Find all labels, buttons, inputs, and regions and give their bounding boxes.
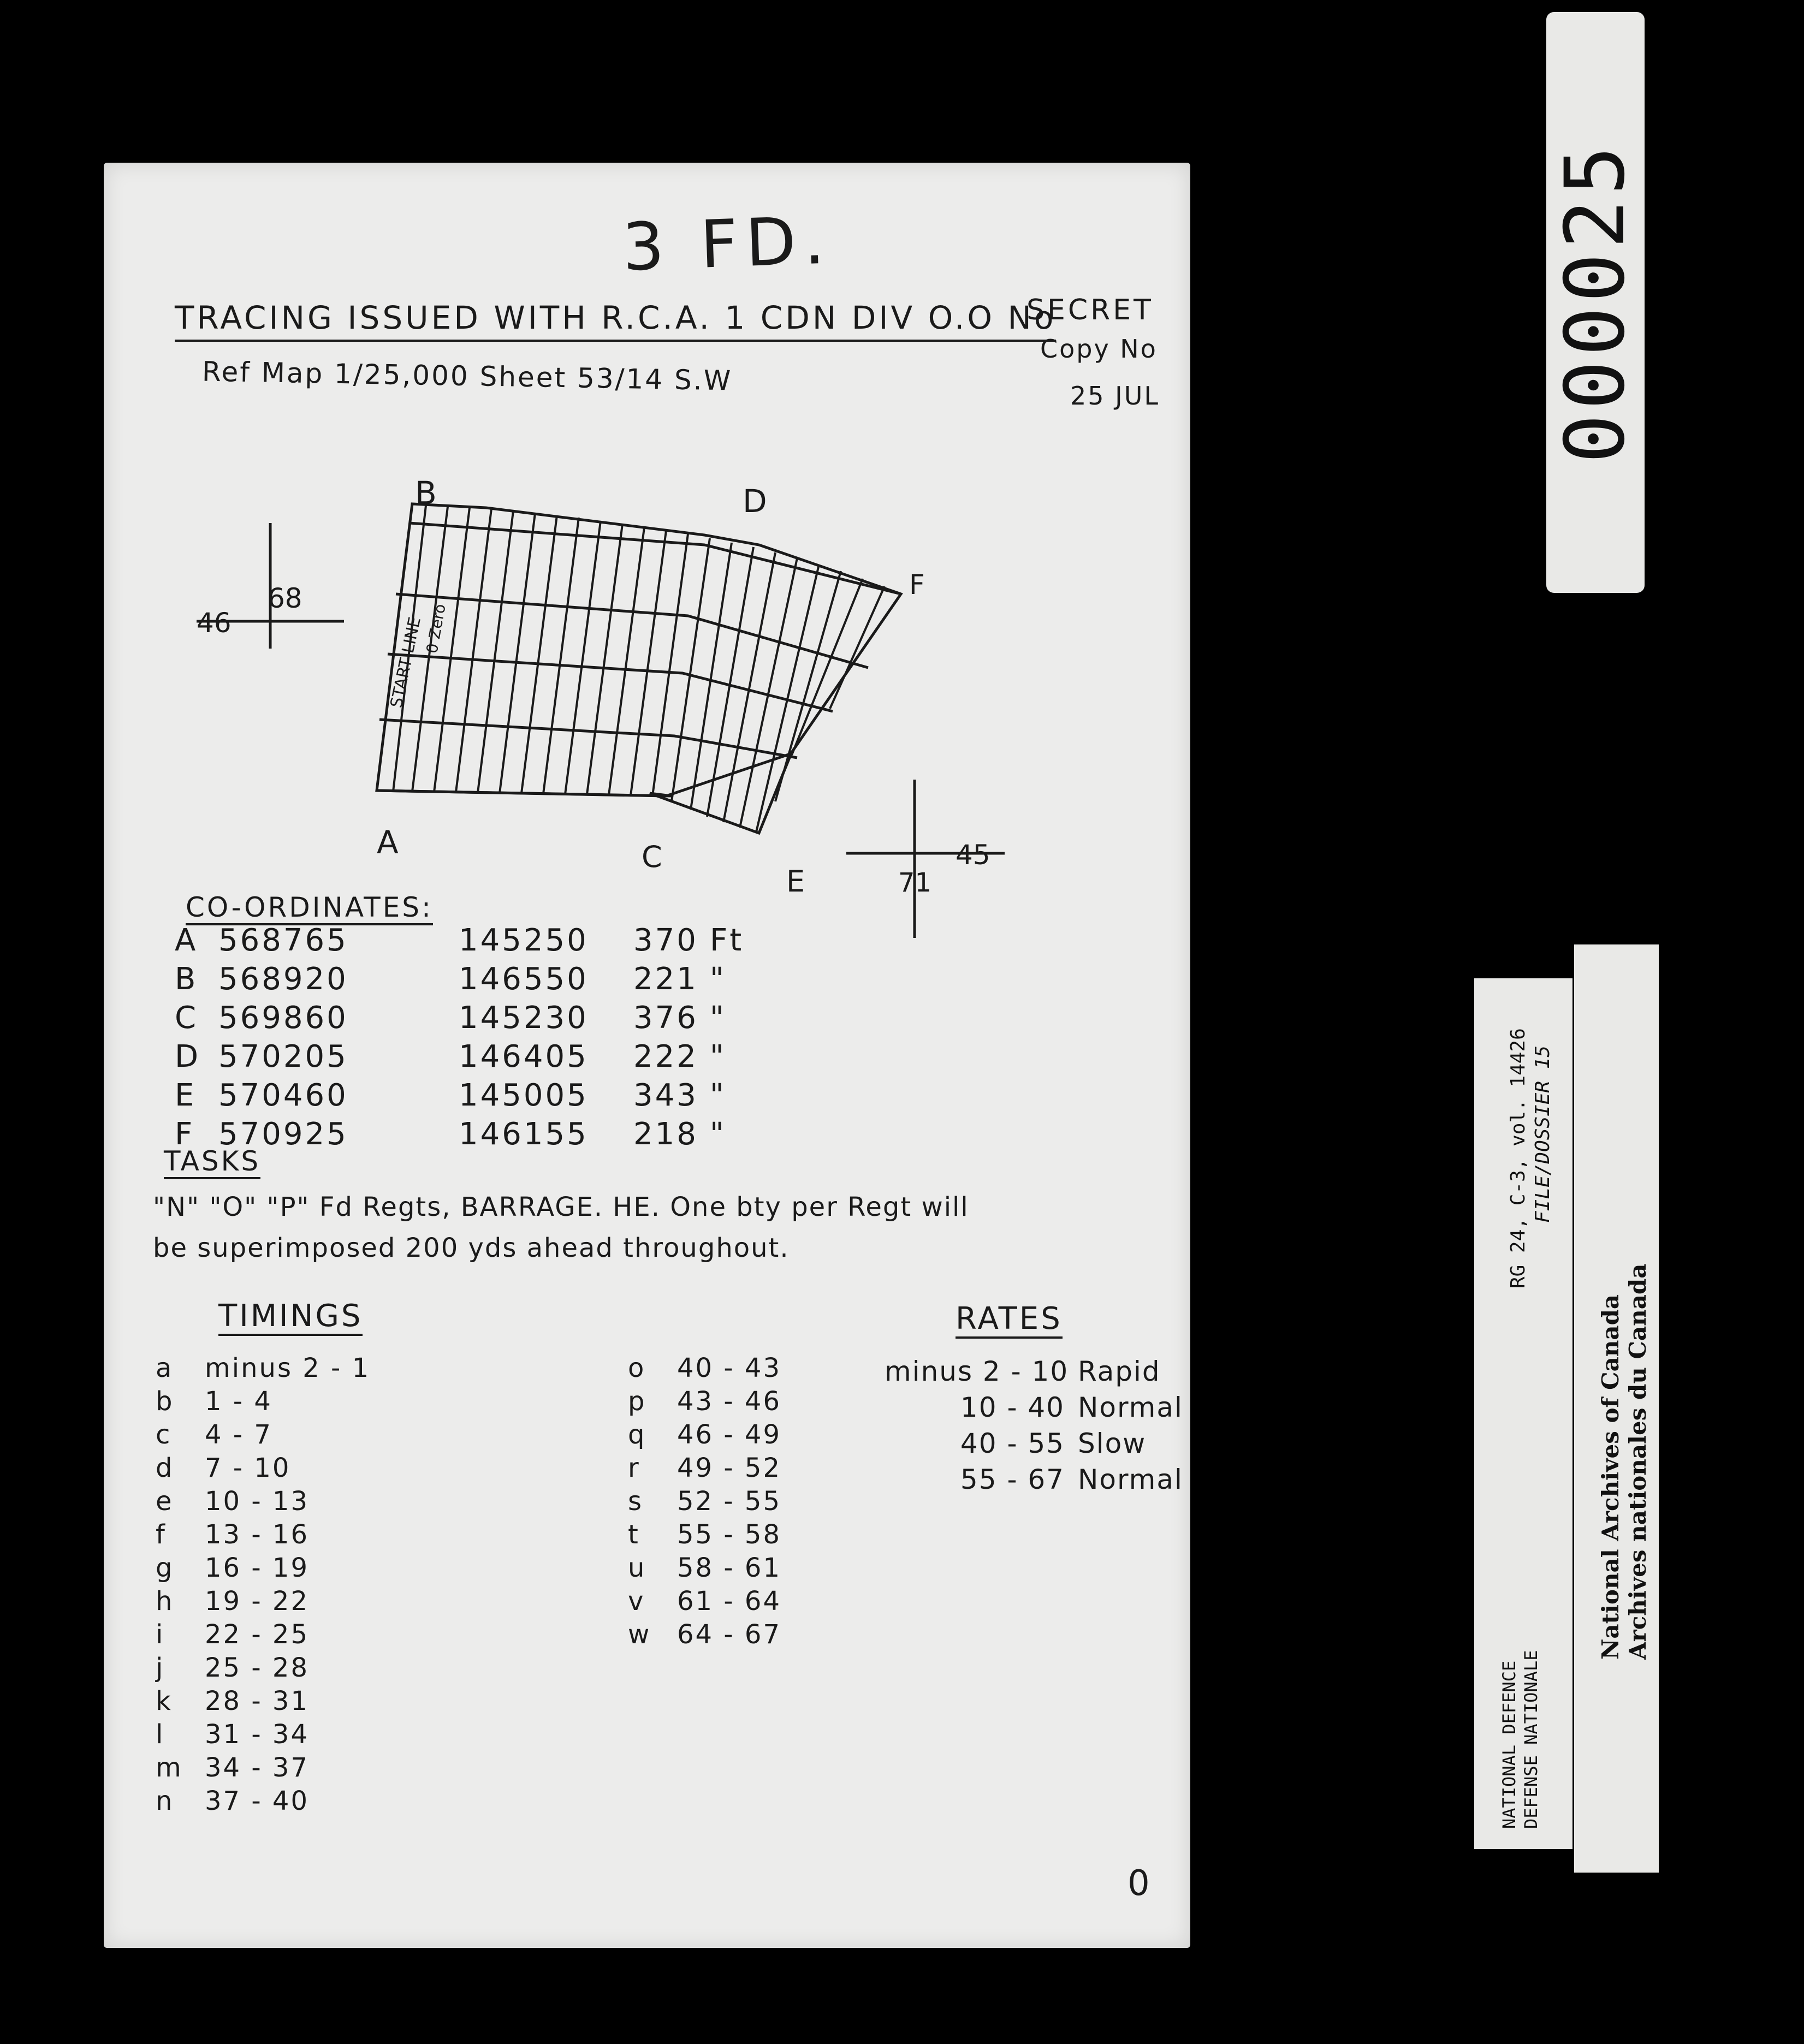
coord-easting: 568920 — [218, 961, 348, 997]
coord-height: 376 — [633, 1000, 698, 1036]
rate-range: minus 2 - 10 — [885, 1356, 1069, 1387]
list-item — [156, 1686, 370, 1719]
table-row — [175, 923, 753, 961]
timing-lane: h — [156, 1586, 174, 1617]
coord-northing: 145250 — [459, 923, 589, 958]
coordinates-table — [175, 923, 753, 1155]
rate-range: 40 - 55 — [960, 1428, 1065, 1459]
timing-lane: c — [156, 1419, 172, 1450]
list-item — [156, 1619, 370, 1653]
coord-easting: 568765 — [218, 923, 348, 958]
coord-northing: 145230 — [459, 1000, 589, 1036]
department-en: NATIONAL DEFENCE — [1499, 1660, 1520, 1829]
list-item — [156, 1519, 370, 1553]
tasks-line-2: be superimposed 200 yds ahead throughout. — [153, 1233, 790, 1263]
list-item — [628, 1619, 781, 1653]
timing-time: 40 - 43 — [677, 1353, 781, 1383]
timing-time: 22 - 25 — [205, 1619, 309, 1650]
timing-time: 13 - 16 — [205, 1519, 309, 1550]
coord-unit: " — [710, 1000, 726, 1036]
list-item — [156, 1586, 370, 1619]
grid-northing-right: 45 — [956, 839, 990, 871]
grid-northing-left: 46 — [197, 607, 232, 639]
tracing-heading: TRACING ISSUED WITH R.C.A. 1 CDN DIV O.O No — [175, 299, 1056, 342]
list-item — [156, 1386, 370, 1419]
table-row — [175, 1078, 753, 1116]
rates-list — [885, 1356, 1183, 1500]
coord-point: F — [175, 1116, 195, 1152]
timing-time: 43 - 46 — [677, 1386, 781, 1417]
list-item — [628, 1486, 781, 1519]
rate-value: Rapid — [1078, 1356, 1161, 1387]
timing-time: 34 - 37 — [205, 1752, 309, 1783]
coord-height: 343 — [633, 1078, 698, 1113]
list-item — [156, 1486, 370, 1519]
timing-lane: r — [628, 1453, 640, 1483]
frame-number: 000025 — [1548, 141, 1643, 464]
coord-height: 370 — [633, 923, 698, 958]
coord-height: 221 — [633, 961, 698, 997]
rate-value: Normal — [1078, 1392, 1183, 1423]
timing-lane: n — [156, 1786, 174, 1816]
timing-time: 64 - 67 — [677, 1619, 781, 1650]
coord-unit: " — [710, 1039, 726, 1074]
timing-time: 25 - 28 — [205, 1653, 309, 1683]
coord-unit: " — [710, 1078, 726, 1113]
timing-time: 55 - 58 — [677, 1519, 781, 1550]
point-label-f: F — [909, 569, 925, 601]
timing-lane: q — [628, 1419, 646, 1450]
coord-unit: " — [710, 1116, 726, 1152]
timing-time: 37 - 40 — [205, 1786, 309, 1816]
timings-list-1 — [156, 1353, 370, 1819]
list-item — [628, 1386, 781, 1419]
coord-northing: 146405 — [459, 1039, 589, 1074]
timing-lane: e — [156, 1486, 174, 1517]
table-row — [175, 1000, 753, 1039]
timing-time: 52 - 55 — [677, 1486, 781, 1517]
list-item — [628, 1586, 781, 1619]
timing-lane: i — [156, 1619, 165, 1650]
timing-time: 31 - 34 — [205, 1719, 309, 1750]
tasks-heading: TASKS — [164, 1145, 260, 1179]
coord-point: C — [175, 1000, 199, 1036]
list-item — [156, 1453, 370, 1486]
coord-point: D — [175, 1039, 201, 1074]
coord-northing: 146550 — [459, 961, 589, 997]
timing-lane: v — [628, 1586, 645, 1617]
timing-lane: w — [628, 1619, 651, 1650]
list-item — [156, 1719, 370, 1752]
coord-unit: " — [710, 961, 726, 997]
grid-easting-right: 71 — [898, 867, 932, 898]
timing-time: 58 - 61 — [677, 1553, 781, 1583]
timing-time: minus 2 - 1 — [205, 1353, 371, 1383]
timing-lane: g — [156, 1553, 174, 1583]
timing-lane: s — [628, 1486, 644, 1517]
timing-time: 16 - 19 — [205, 1553, 309, 1583]
rates-heading: RATES — [956, 1301, 1063, 1339]
timings-list-2 — [628, 1353, 781, 1653]
table-row — [175, 961, 753, 1000]
list-item — [885, 1428, 1183, 1464]
zero-line-label: 0 Zero — [423, 602, 449, 655]
rate-value: Normal — [1078, 1464, 1183, 1495]
coord-northing: 146155 — [459, 1116, 589, 1152]
timing-lane: u — [628, 1553, 646, 1583]
list-item — [885, 1464, 1183, 1500]
list-item — [156, 1553, 370, 1586]
list-item — [628, 1353, 781, 1386]
point-label-c: C — [642, 840, 662, 874]
archives-name-fr: Archives nationales du Canada — [1624, 1263, 1651, 1660]
coord-easting: 570925 — [218, 1116, 348, 1152]
timing-time: 4 - 7 — [205, 1419, 272, 1450]
archive-reference: RG 24, C-3, vol. 14426 — [1507, 1028, 1529, 1288]
list-item — [156, 1752, 370, 1786]
timing-lane: t — [628, 1519, 640, 1550]
classification-mark: SECRET — [1026, 294, 1154, 326]
timing-time: 61 - 64 — [677, 1586, 781, 1617]
timing-time: 10 - 13 — [205, 1486, 309, 1517]
coord-point: E — [175, 1078, 197, 1113]
coord-height: 222 — [633, 1039, 698, 1074]
archive-file: FILE/DOSSIER 15 — [1532, 1045, 1554, 1223]
timing-lane: f — [156, 1519, 167, 1550]
list-item — [628, 1453, 781, 1486]
reference-map: Ref Map 1/25,000 Sheet 53/14 S.W — [201, 355, 733, 397]
list-item — [156, 1653, 370, 1686]
timing-lane: l — [156, 1719, 165, 1750]
table-row — [175, 1116, 753, 1155]
document-page — [104, 163, 1190, 1948]
rate-range: 10 - 40 — [960, 1392, 1065, 1423]
coord-easting: 570205 — [218, 1039, 348, 1074]
document-date: 25 JUL — [1070, 381, 1160, 411]
barrage-tracing — [104, 163, 1190, 954]
frame-number-stamp — [1546, 12, 1645, 593]
timing-time: 1 - 4 — [205, 1386, 272, 1417]
timing-lane: k — [156, 1686, 173, 1716]
list-item — [156, 1419, 370, 1453]
barrage-lane-lines — [393, 506, 885, 832]
timing-time: 46 - 49 — [677, 1419, 781, 1450]
coord-easting: 569860 — [218, 1000, 348, 1036]
point-label-a: A — [377, 824, 399, 861]
point-label-b: B — [415, 474, 437, 512]
coord-point: B — [175, 961, 198, 997]
coord-unit: Ft — [710, 923, 744, 958]
rate-value: Slow — [1078, 1428, 1147, 1459]
coordinates-heading: CO-ORDINATES: — [186, 892, 433, 925]
rate-range: 55 - 67 — [960, 1464, 1065, 1495]
timing-lane: m — [156, 1752, 183, 1783]
grid-easting-left: 68 — [268, 583, 302, 614]
point-label-d: D — [743, 483, 767, 520]
start-line-label: START LINE — [387, 615, 425, 710]
table-row — [175, 1039, 753, 1078]
archives-name-en: National Archives of Canada — [1597, 1294, 1624, 1660]
list-item — [156, 1786, 370, 1819]
timing-lane: o — [628, 1353, 646, 1383]
timing-lane: d — [156, 1453, 174, 1483]
department-fr: DEFENSE NATIONALE — [1521, 1650, 1541, 1829]
coord-point: A — [175, 923, 198, 958]
timing-lane: b — [156, 1386, 174, 1417]
list-item — [628, 1419, 781, 1453]
timings-heading: TIMINGS — [218, 1298, 363, 1336]
coord-height: 218 — [633, 1116, 698, 1152]
list-item — [885, 1392, 1183, 1428]
timing-lane: j — [156, 1653, 165, 1683]
tasks-line-1: "N" "O" "P" Fd Regts, BARRAGE. HE. One bty per Regt will — [153, 1192, 969, 1222]
timing-time: 7 - 10 — [205, 1453, 291, 1483]
list-item — [628, 1553, 781, 1586]
list-item — [156, 1353, 370, 1386]
point-label-e: E — [786, 864, 805, 899]
list-item — [885, 1356, 1183, 1392]
list-item — [628, 1519, 781, 1553]
timing-lane: a — [156, 1353, 174, 1383]
document-title: 3 FD. — [621, 203, 834, 286]
timing-time: 19 - 22 — [205, 1586, 309, 1617]
coord-northing: 145005 — [459, 1078, 589, 1113]
coord-easting: 570460 — [218, 1078, 348, 1113]
timing-time: 49 - 52 — [677, 1453, 781, 1483]
timing-time: 28 - 31 — [205, 1686, 309, 1716]
copy-number: Copy No — [1040, 334, 1158, 364]
timing-lane: p — [628, 1386, 646, 1417]
page-number: 0 — [1128, 1863, 1150, 1904]
